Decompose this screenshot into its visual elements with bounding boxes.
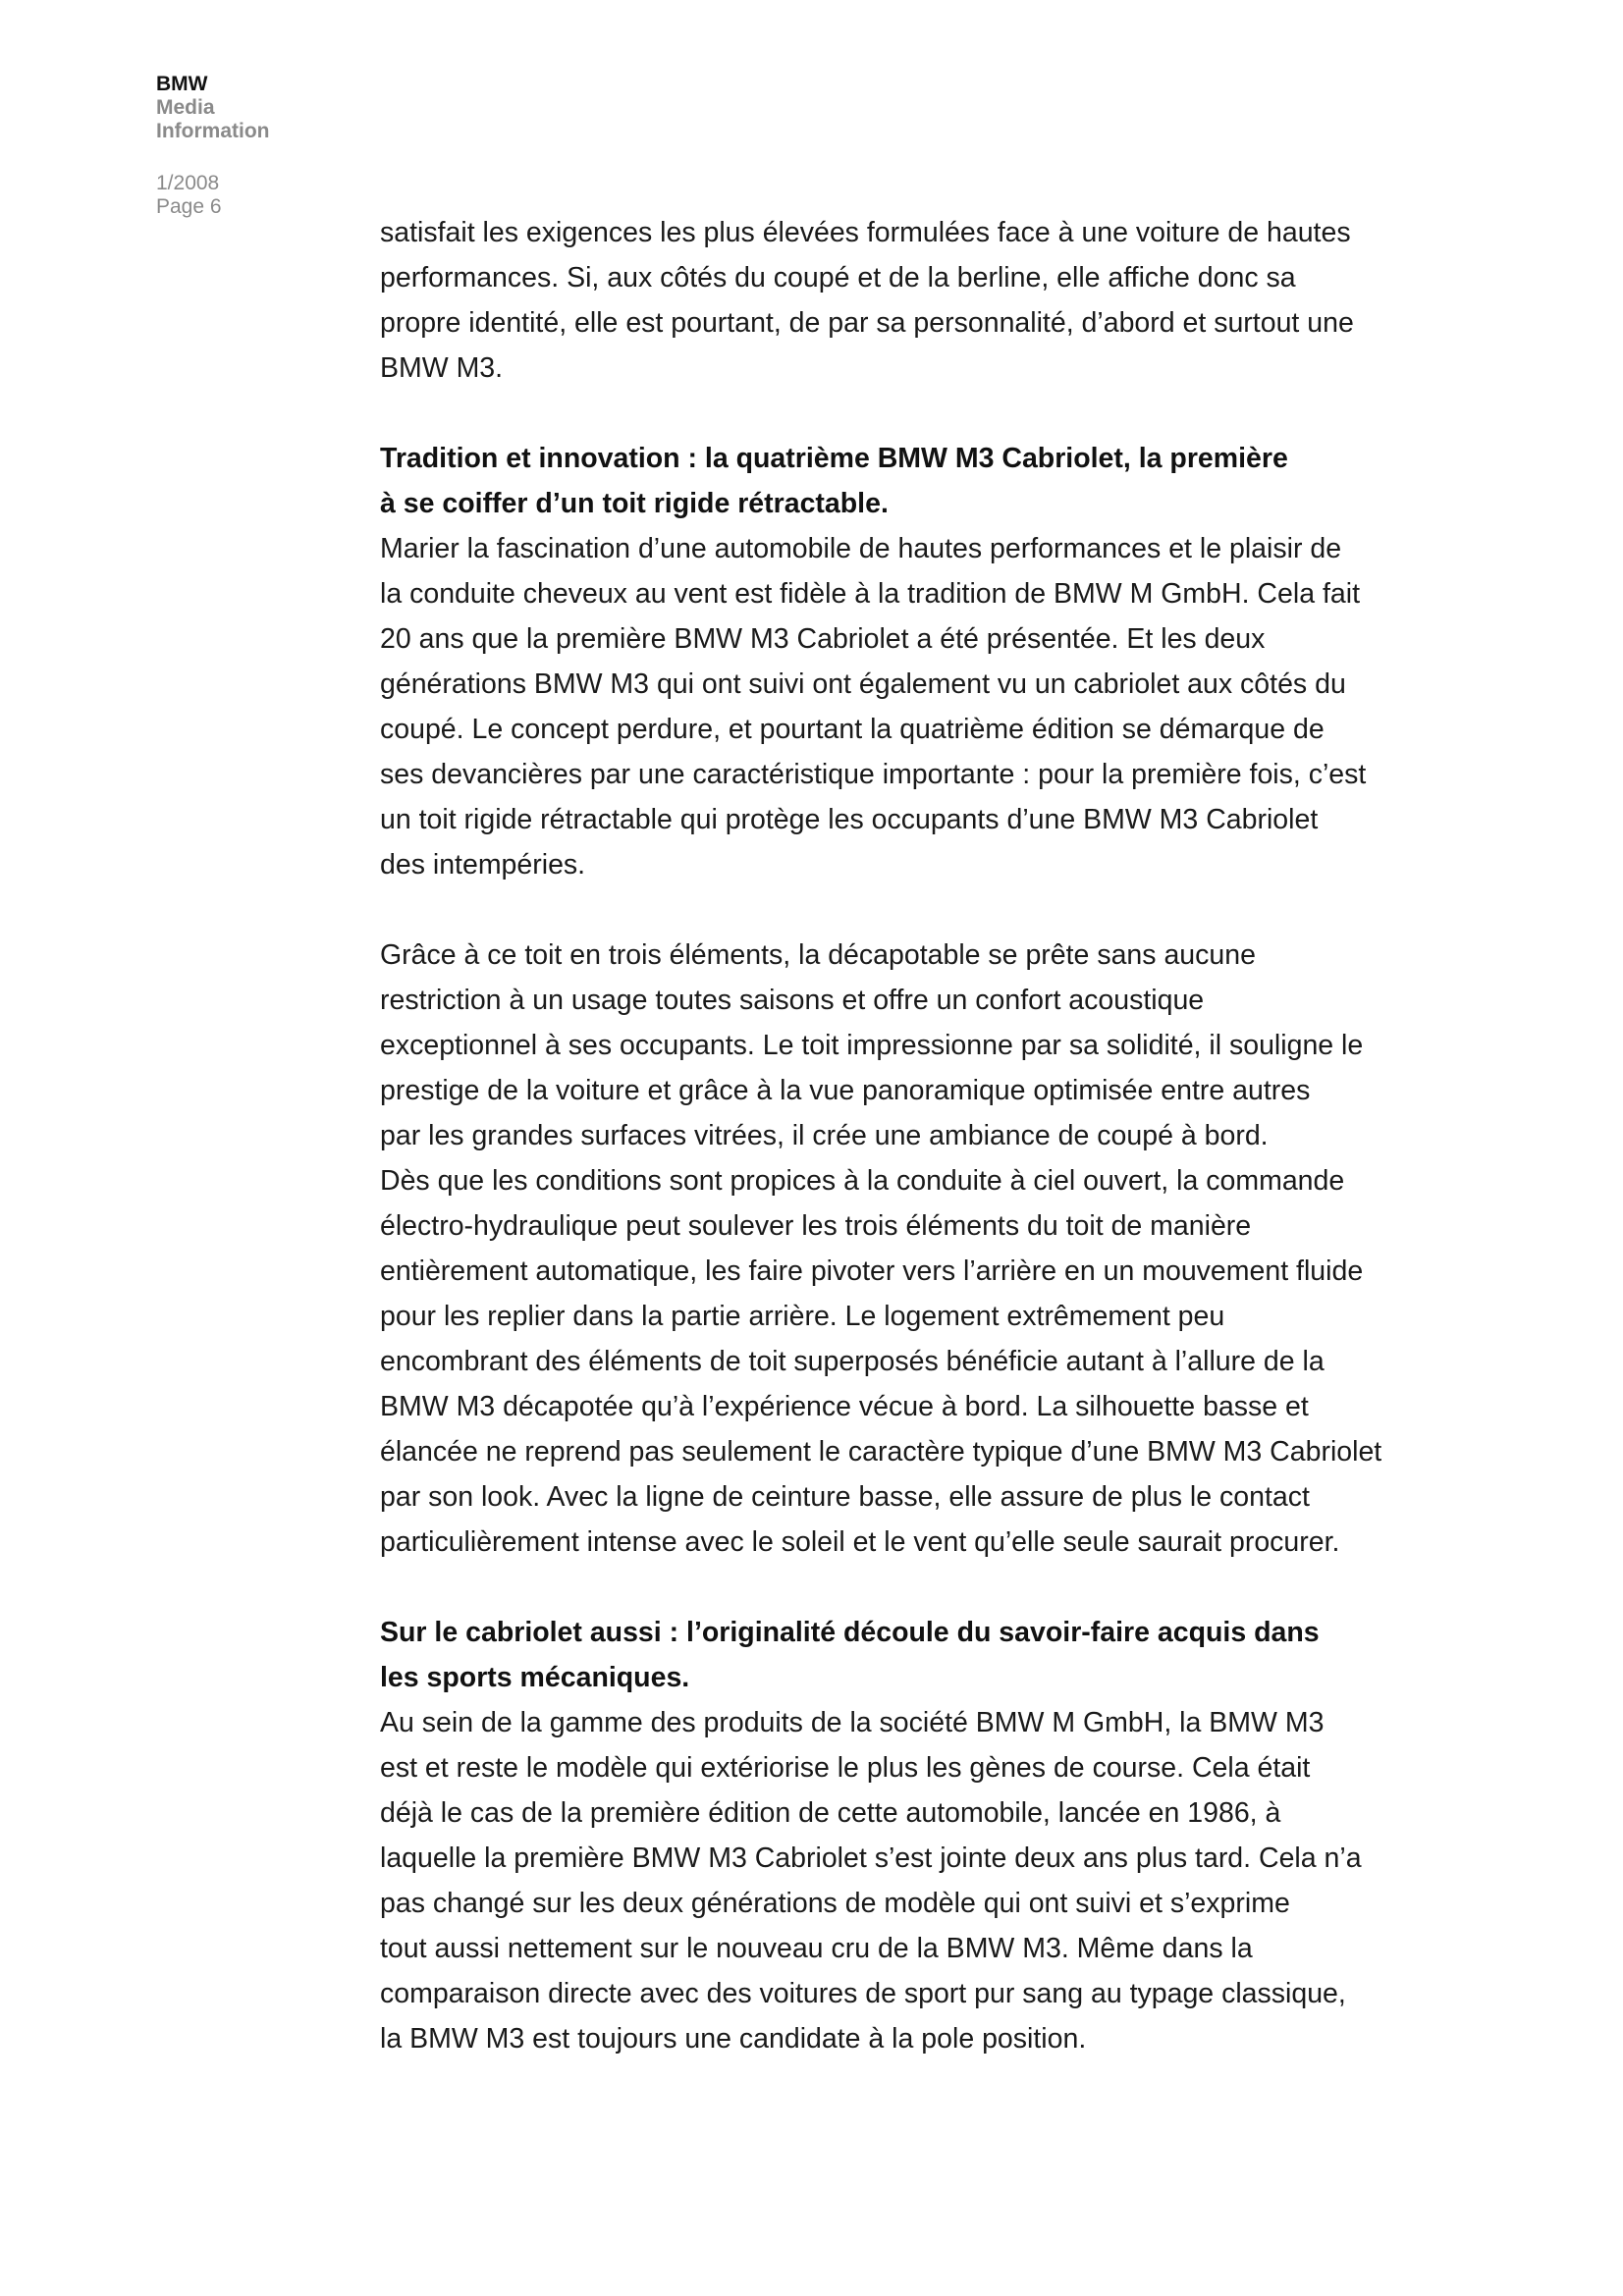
text-line: la conduite cheveux au vent est fidèle à la tradition de BMW M GmbH. Cela fait [380, 578, 1360, 610]
paragraph-gap [380, 1565, 1440, 1610]
paragraph-roof [380, 933, 1440, 1565]
document-body [380, 210, 1440, 2061]
brand-information: Information [156, 120, 270, 142]
text-line: Grâce à ce toit en trois éléments, la décapotable se prête sans aucune [380, 939, 1256, 971]
text-line: BMW M3 décapotée qu’à l’expérience vécue à bord. La silhouette basse et [380, 1391, 1309, 1422]
text-line: propre identité, elle est pourtant, de par sa personnalité, d’abord et surtout une [380, 307, 1354, 339]
text-line: déjà le cas de la première édition de cette automobile, lancée en 1986, à [380, 1797, 1281, 1829]
text-line: Au sein de la gamme des produits de la société BMW M GmbH, la BMW M3 [380, 1707, 1325, 1738]
brand-media: Media [156, 96, 215, 119]
heading-line: les sports mécaniques. [380, 1662, 690, 1693]
text-line: par son look. Avec la ligne de ceinture basse, elle assure de plus le contact [380, 1481, 1310, 1513]
text-line: élancée ne reprend pas seulement le caractère typique d’une BMW M3 Cabriolet [380, 1436, 1382, 1468]
text-line: BMW M3. [380, 352, 504, 384]
paragraph-gap [380, 391, 1440, 436]
text-line: comparaison directe avec des voitures de sport pur sang au typage classique, [380, 1978, 1346, 2009]
heading-line: Tradition et innovation : la quatrième BMW M3 Cabriolet, la première [380, 443, 1288, 474]
paragraph-intro [380, 210, 1440, 391]
text-line: pas changé sur les deux générations de modèle qui ont suivi et s’exprime [380, 1888, 1290, 1919]
text-line: la BMW M3 est toujours une candidate à la pole position. [380, 2023, 1087, 2055]
text-line: encombrant des éléments de toit superposés bénéficie autant à l’allure de la [380, 1346, 1325, 1377]
text-line: Marier la fascination d’une automobile de hautes performances et le plaisir de [380, 533, 1342, 564]
text-line: satisfait les exigences les plus élevées formulées face à une voiture de hautes [380, 217, 1351, 248]
text-line: exceptionnel à ses occupants. Le toit impressionne par sa solidité, il souligne le [380, 1030, 1364, 1061]
text-line: laquelle la première BMW M3 Cabriolet s’est jointe deux ans plus tard. Cela n’a [380, 1842, 1362, 1874]
text-line: tout aussi nettement sur le nouveau cru de la BMW M3. Même dans la [380, 1933, 1253, 1964]
text-line: un toit rigide rétractable qui protège les occupants d’une BMW M3 Cabriolet [380, 804, 1319, 835]
section-heading-motorsport [380, 1610, 1440, 1700]
text-line: restriction à un usage toutes saisons et offre un confort acoustique [380, 985, 1205, 1016]
paragraph-tradition [380, 526, 1440, 887]
text-line: coupé. Le concept perdure, et pourtant la quatrième édition se démarque de [380, 714, 1325, 745]
paragraph-gap [380, 887, 1440, 933]
text-line: pour les replier dans la partie arrière. Le logement extrêmement peu [380, 1301, 1225, 1332]
page-meta [156, 172, 352, 219]
text-line: des intempéries. [380, 849, 586, 881]
page-number: Page 6 [156, 195, 222, 218]
paragraph-motorsport [380, 1700, 1440, 2061]
text-line: entièrement automatique, les faire pivoter vers l’arrière en un mouvement fluide [380, 1255, 1364, 1287]
heading-line: à se coiffer d’un toit rigide rétractable. [380, 488, 889, 519]
issue-number: 1/2008 [156, 172, 220, 194]
text-line: générations BMW M3 qui ont suivi ont également vu un cabriolet aux côtés du [380, 668, 1346, 700]
text-line: 20 ans que la première BMW M3 Cabriolet a été présentée. Et les deux [380, 623, 1266, 655]
section-heading-tradition [380, 436, 1440, 526]
text-line: est et reste le modèle qui extériorise le plus les gènes de course. Cela était [380, 1752, 1311, 1784]
brand-name: BMW [156, 73, 208, 95]
text-line: par les grandes surfaces vitrées, il crée une ambiance de coupé à bord. [380, 1120, 1269, 1151]
document-header [156, 73, 352, 219]
text-line: particulièrement intense avec le soleil et le vent qu’elle seule saurait procurer. [380, 1526, 1340, 1558]
text-line: ses devancières par une caractéristique importante : pour la première fois, c’est [380, 759, 1367, 790]
text-line: performances. Si, aux côtés du coupé et de la berline, elle affiche donc sa [380, 262, 1296, 294]
text-line: électro-hydraulique peut soulever les trois éléments du toit de manière [380, 1210, 1252, 1242]
text-line: prestige de la voiture et grâce à la vue panoramique optimisée entre autres [380, 1075, 1311, 1106]
text-line: Dès que les conditions sont propices à la conduite à ciel ouvert, la commande [380, 1165, 1345, 1197]
heading-line: Sur le cabriolet aussi : l’originalité découle du savoir-faire acquis dans [380, 1617, 1320, 1648]
